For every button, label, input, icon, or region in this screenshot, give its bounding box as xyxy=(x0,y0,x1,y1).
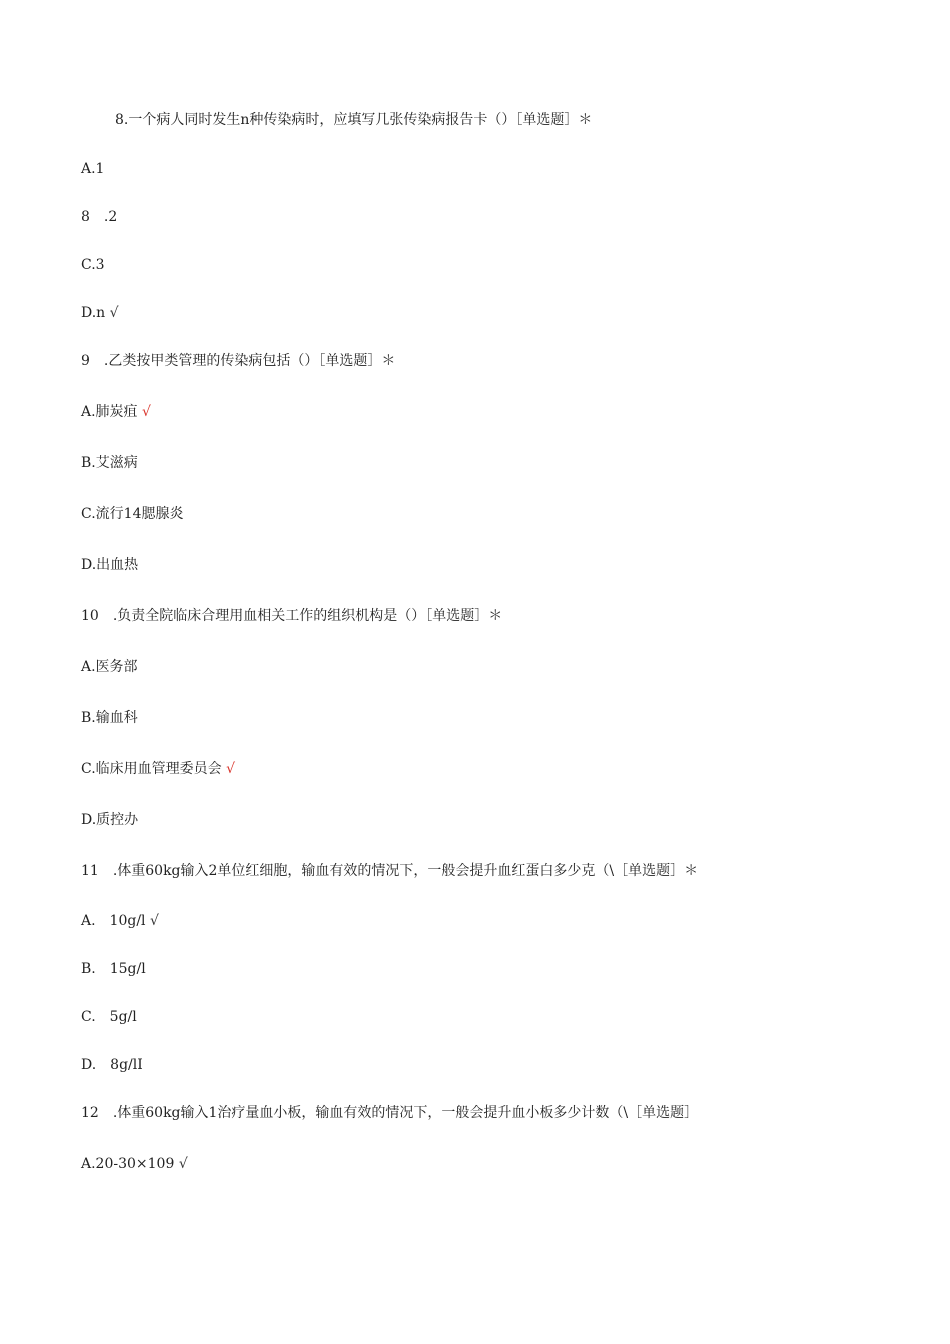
correct-check-icon: √ xyxy=(149,913,159,929)
question-9: 9 .乙类按甲类管理的传染病包括（）［单选题］＊ xyxy=(81,353,396,369)
question-10: 10 .负责全院临床合理用血相关工作的组织机构是（）［单选题］＊ xyxy=(81,608,503,624)
correct-check-icon: √ xyxy=(142,404,151,420)
option-12a: A.20-30×109 √ xyxy=(81,1156,188,1172)
option-8b: 8 .2 xyxy=(81,209,118,225)
option-11d: D. 8g/lI xyxy=(81,1057,143,1073)
option-10b: B.输血科 xyxy=(81,710,138,726)
question-8: 8.一个病人同时发生n种传染病时，应填写几张传染病报告卡（）［单选题］＊ xyxy=(115,112,593,128)
option-8c: C.3 xyxy=(81,257,105,273)
option-9d: D.出血热 xyxy=(81,557,139,573)
question-12: 12 .体重60kg输入1治疗量血小板，输血有效的情况下，一般会提升血小板多少计数（\［单选题］ xyxy=(81,1105,699,1121)
correct-check-icon: √ xyxy=(178,1156,188,1172)
option-11c: C. 5g/l xyxy=(81,1009,137,1025)
option-10c: C.临床用血管理委员会 √ xyxy=(81,761,236,777)
option-9b: B.艾滋病 xyxy=(81,455,138,471)
option-8d: D.n √ xyxy=(81,305,119,321)
correct-check-icon: √ xyxy=(109,305,119,321)
correct-check-icon: √ xyxy=(226,761,236,777)
option-11a: A. 10g/l √ xyxy=(81,913,159,929)
option-11b: B. 15g/l xyxy=(81,961,146,977)
option-9a: A.肺炭疽 √ xyxy=(81,404,151,420)
option-9c: C.流行14腮腺炎 xyxy=(81,506,184,522)
option-10d: D.质控办 xyxy=(81,812,139,828)
question-11: 11 .体重60kg输入2单位红细胞，输血有效的情况下，一般会提升血红蛋白多少克（\［单选题］＊ xyxy=(81,863,699,879)
option-8a: A.1 xyxy=(81,161,105,177)
option-10a: A.医务部 xyxy=(81,659,138,675)
